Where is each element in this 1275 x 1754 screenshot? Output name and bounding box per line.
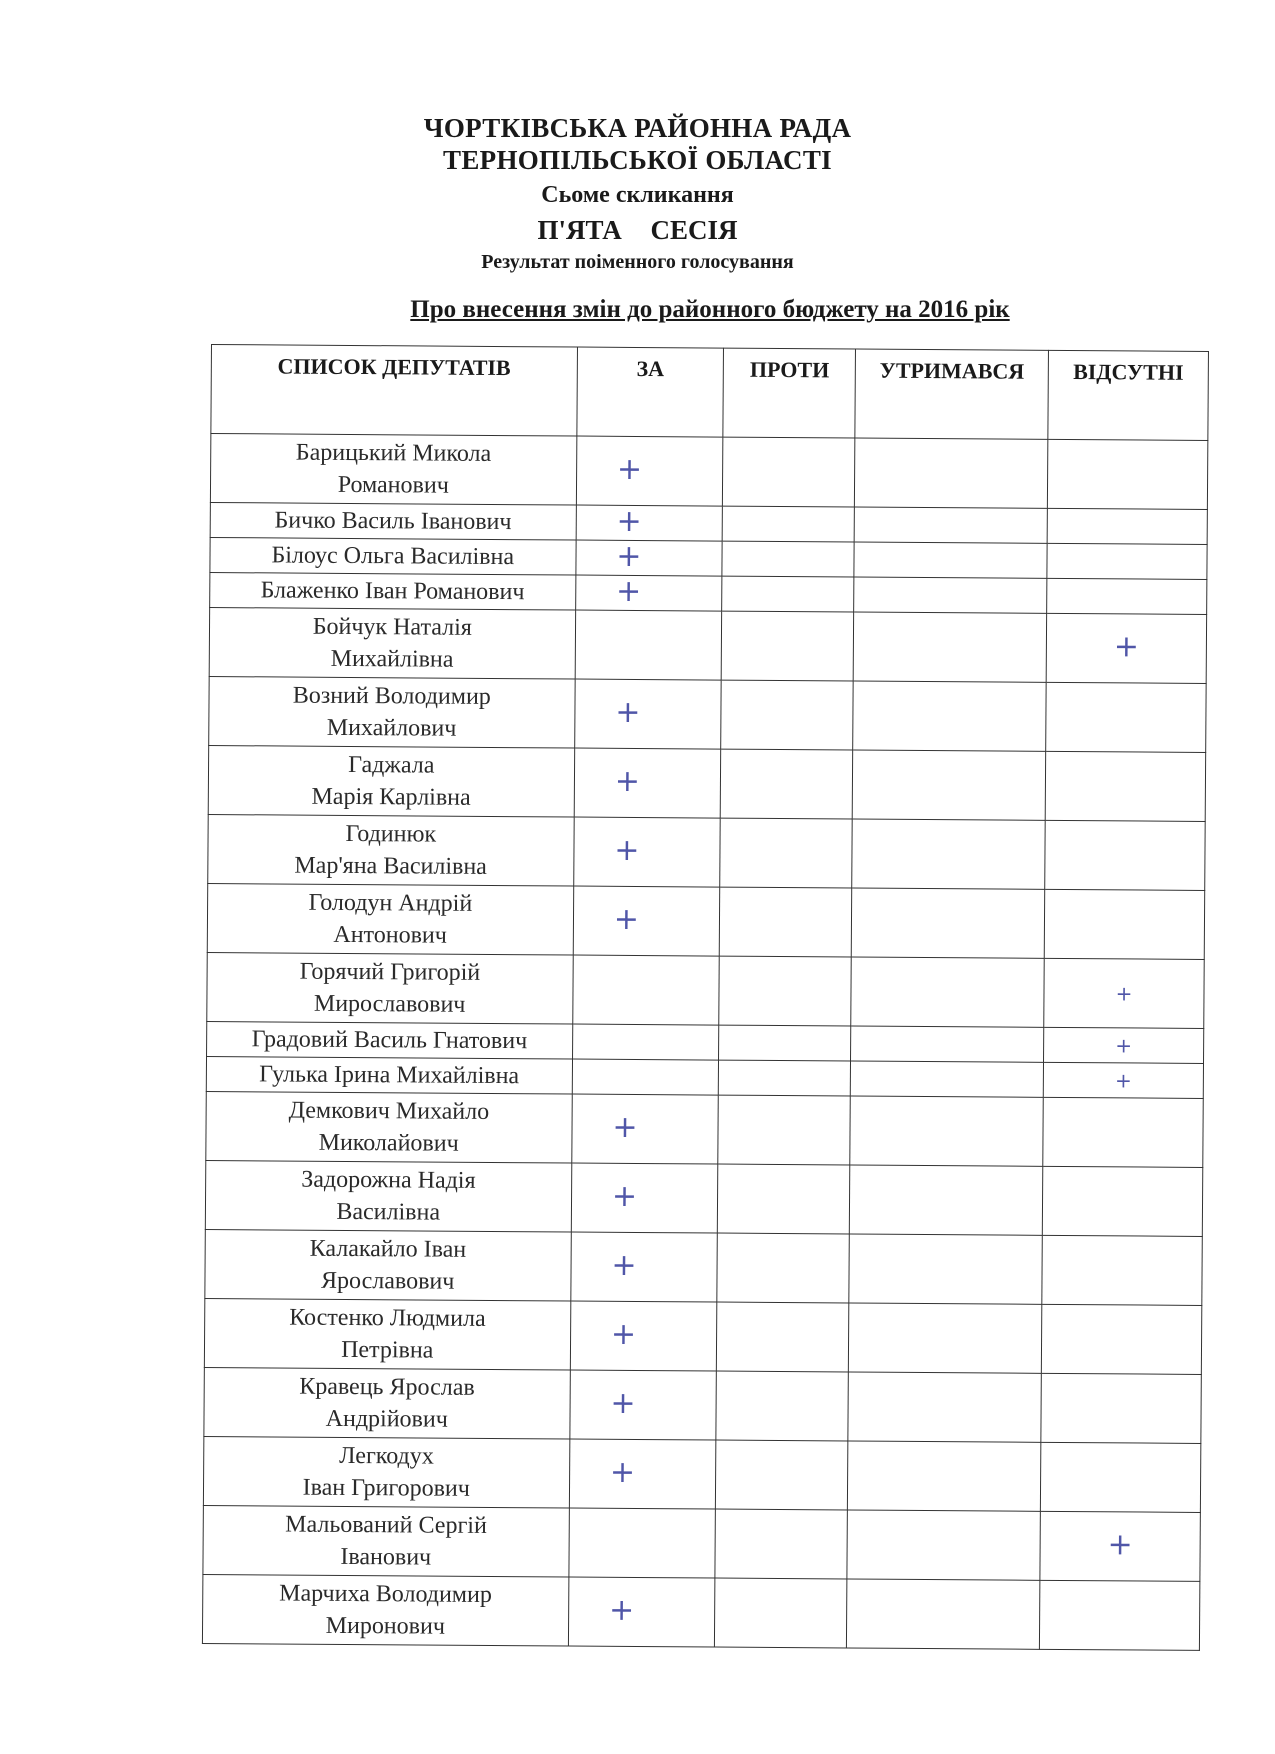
handwritten-plus-mark: + bbox=[1115, 981, 1133, 1006]
vote-cell-utr bbox=[849, 1234, 1042, 1304]
vote-cell-vids bbox=[1039, 1580, 1199, 1650]
handwritten-plus-mark: + bbox=[611, 1178, 638, 1214]
vote-cell-za bbox=[574, 679, 721, 749]
vote-cell-vids bbox=[1047, 578, 1207, 614]
deputy-name: Градовий Василь Гнатович bbox=[207, 1021, 573, 1059]
vote-cell-proty bbox=[720, 887, 852, 957]
vote-cell-vids bbox=[1041, 1304, 1201, 1374]
deputy-name: Барицький Микола Романович bbox=[210, 434, 576, 506]
deputy-name: Годинюк Мар'яна Василівна bbox=[208, 814, 574, 886]
table-row bbox=[210, 434, 1207, 510]
vote-cell-proty bbox=[722, 506, 854, 542]
deputy-name: Легкодух Іван Григорович bbox=[203, 1436, 569, 1508]
handwritten-plus-mark: + bbox=[1115, 1033, 1133, 1058]
table-row bbox=[203, 1505, 1200, 1581]
vote-cell-utr bbox=[855, 438, 1048, 508]
vote-cell-vids bbox=[1044, 958, 1204, 1028]
vote-cell-utr bbox=[851, 1026, 1044, 1062]
vote-cell-vids bbox=[1043, 1062, 1203, 1098]
col-header-against: ПРОТИ bbox=[723, 348, 856, 438]
vote-cell-proty bbox=[720, 818, 852, 888]
vote-cell-proty bbox=[717, 1233, 849, 1303]
vote-cell-za bbox=[571, 1094, 718, 1164]
vote-cell-vids bbox=[1044, 1027, 1204, 1063]
table-row bbox=[207, 883, 1204, 959]
deputy-name: Возний Володимир Михайлович bbox=[209, 676, 575, 748]
vote-cell-proty bbox=[721, 611, 853, 681]
vote-cell-vids bbox=[1044, 889, 1204, 959]
vote-cell-za bbox=[575, 540, 722, 576]
vote-cell-za bbox=[572, 1059, 719, 1095]
handwritten-plus-mark: + bbox=[616, 538, 642, 575]
vote-cell-vids bbox=[1045, 820, 1205, 890]
vote-cell-vids bbox=[1042, 1166, 1202, 1236]
vote-cell-proty bbox=[718, 1164, 850, 1234]
council-name: ЧОРТКІВСЬКА РАЙОННА РАДА bbox=[423, 113, 852, 143]
vote-cell-za bbox=[570, 1301, 717, 1371]
deputy-name: Задорожна Надія Василівна bbox=[205, 1160, 571, 1232]
vote-cell-utr bbox=[847, 1579, 1040, 1649]
deputy-name: Калакайло Іван Ярославович bbox=[205, 1229, 571, 1301]
vote-cell-utr bbox=[851, 957, 1044, 1027]
vote-cell-za bbox=[576, 436, 723, 506]
deputy-name: Марчиха Володимир Миронович bbox=[202, 1574, 568, 1646]
deputy-name: Білоус Ольга Василівна bbox=[210, 537, 576, 575]
convocation: Сьоме скликання bbox=[541, 181, 734, 208]
vote-cell-utr bbox=[850, 1096, 1043, 1166]
table-row bbox=[207, 952, 1204, 1028]
vote-cell-za bbox=[569, 1439, 716, 1509]
deputy-name: Горячий Григорій Мирославович bbox=[207, 952, 573, 1024]
vote-cell-vids bbox=[1046, 613, 1206, 683]
vote-cell-za bbox=[571, 1163, 718, 1233]
vote-cell-utr bbox=[850, 1061, 1043, 1097]
vote-cell-utr bbox=[852, 819, 1045, 889]
table-row bbox=[202, 1574, 1199, 1650]
handwritten-plus-mark: + bbox=[1114, 1068, 1132, 1093]
vote-cell-utr bbox=[849, 1303, 1042, 1373]
vote-cell-proty bbox=[723, 437, 855, 507]
handwritten-plus-mark: + bbox=[616, 451, 643, 487]
vote-cell-proty bbox=[722, 541, 854, 577]
vote-cell-proty bbox=[719, 1025, 851, 1061]
handwritten-plus-mark: + bbox=[1107, 1526, 1133, 1562]
vote-cell-vids bbox=[1047, 508, 1207, 544]
handwritten-plus-mark: + bbox=[615, 694, 641, 730]
table-row bbox=[209, 676, 1206, 752]
vote-cell-za bbox=[569, 1370, 716, 1440]
vote-subject: Про внесення змін до районного бюджету на 2016 рік bbox=[410, 296, 1010, 323]
table-row bbox=[209, 607, 1206, 683]
vote-cell-utr bbox=[853, 681, 1046, 751]
vote-cell-utr bbox=[847, 1510, 1040, 1580]
deputy-name: Костенко Людмила Петрівна bbox=[204, 1298, 570, 1370]
vote-cell-vids bbox=[1045, 751, 1205, 821]
vote-cell-za bbox=[575, 575, 722, 611]
deputy-name: Гулька Ірина Михайлівна bbox=[206, 1056, 572, 1094]
handwritten-plus-mark: + bbox=[608, 1592, 635, 1628]
table-row bbox=[205, 1160, 1202, 1236]
handwritten-plus-mark: + bbox=[613, 901, 640, 937]
table-row bbox=[208, 745, 1205, 821]
handwritten-plus-mark: + bbox=[610, 1316, 637, 1352]
vote-cell-vids bbox=[1043, 1097, 1203, 1167]
col-header-abstained: УТРИМАВСЯ bbox=[855, 349, 1049, 439]
vote-cell-vids bbox=[1047, 439, 1207, 509]
handwritten-plus-mark: + bbox=[614, 763, 641, 799]
handwritten-plus-mark: + bbox=[610, 1385, 636, 1421]
handwritten-plus-mark: + bbox=[611, 1247, 637, 1283]
deputy-name: Блаженко Іван Романович bbox=[210, 572, 576, 610]
vote-cell-za bbox=[576, 505, 723, 541]
handwritten-plus-mark: + bbox=[616, 503, 642, 540]
document-header bbox=[0, 112, 1275, 274]
vote-cell-za bbox=[575, 610, 722, 680]
vote-cell-proty bbox=[721, 680, 853, 750]
vote-cell-proty bbox=[715, 1509, 847, 1579]
deputy-name: Мальований Сергій Іванович bbox=[203, 1505, 569, 1577]
vote-cell-vids bbox=[1041, 1373, 1201, 1443]
vote-cell-za bbox=[568, 1577, 715, 1647]
vote-cell-proty bbox=[719, 956, 851, 1026]
vote-cell-utr bbox=[852, 750, 1045, 820]
deputy-name: Бичко Василь Іванович bbox=[210, 502, 576, 540]
handwritten-plus-mark: + bbox=[616, 573, 642, 610]
vote-cell-za bbox=[568, 1508, 715, 1578]
table-row bbox=[206, 1091, 1203, 1167]
vote-cell-utr bbox=[851, 888, 1044, 958]
table-header-row bbox=[211, 345, 1209, 441]
handwritten-plus-mark: + bbox=[1113, 628, 1140, 664]
col-header-deputies: СПИСОК ДЕПУТАТІВ bbox=[211, 345, 577, 437]
handwritten-plus-mark: + bbox=[609, 1454, 636, 1490]
deputy-name: Кравець Ярослав Андрійович bbox=[204, 1367, 570, 1439]
table-row bbox=[203, 1436, 1200, 1512]
table-row bbox=[205, 1229, 1202, 1305]
col-header-absent: ВІДСУТНІ bbox=[1048, 350, 1209, 440]
table-row bbox=[208, 814, 1205, 890]
vote-cell-vids bbox=[1040, 1511, 1200, 1581]
vote-cell-za bbox=[573, 817, 720, 887]
handwritten-plus-mark: + bbox=[614, 832, 640, 868]
vote-cell-proty bbox=[717, 1302, 849, 1372]
vote-cell-vids bbox=[1040, 1442, 1200, 1512]
council-region: ТЕРНОПІЛЬСЬКОЇ ОБЛАСТІ bbox=[443, 145, 832, 176]
vote-cell-proty bbox=[718, 1095, 850, 1165]
result-title: Результат поіменного голосування bbox=[481, 250, 794, 273]
vote-cell-vids bbox=[1046, 682, 1206, 752]
roll-call-table bbox=[202, 344, 1209, 1651]
vote-cell-za bbox=[573, 886, 720, 956]
table-body bbox=[202, 434, 1207, 1651]
handwritten-plus-mark: + bbox=[612, 1109, 638, 1145]
vote-cell-utr bbox=[854, 577, 1047, 613]
deputy-name: Демкович Михайло Миколайович bbox=[206, 1091, 572, 1163]
table-row bbox=[204, 1367, 1201, 1443]
vote-cell-utr bbox=[854, 542, 1047, 578]
deputy-name: Гаджала Марія Карлівна bbox=[208, 745, 574, 817]
vote-cell-za bbox=[572, 955, 719, 1025]
vote-cell-proty bbox=[719, 1060, 851, 1096]
vote-cell-utr bbox=[854, 507, 1047, 543]
vote-cell-vids bbox=[1047, 543, 1207, 579]
vote-cell-proty bbox=[716, 1371, 848, 1441]
vote-cell-utr bbox=[849, 1165, 1042, 1235]
col-header-for: ЗА bbox=[576, 347, 723, 437]
session-title: П'ЯТА СЕСІЯ bbox=[537, 214, 738, 245]
vote-cell-utr bbox=[853, 612, 1046, 682]
vote-cell-utr bbox=[848, 1441, 1041, 1511]
vote-cell-vids bbox=[1042, 1235, 1202, 1305]
deputy-name: Бойчук Наталія Михайлівна bbox=[209, 607, 575, 679]
vote-cell-proty bbox=[720, 749, 852, 819]
deputy-name: Голодун Андрій Антонович bbox=[207, 883, 573, 955]
vote-cell-proty bbox=[715, 1578, 847, 1648]
vote-cell-proty bbox=[716, 1440, 848, 1510]
vote-cell-za bbox=[574, 748, 721, 818]
vote-cell-za bbox=[572, 1024, 719, 1060]
vote-cell-utr bbox=[848, 1372, 1041, 1442]
vote-cell-za bbox=[570, 1232, 717, 1302]
vote-cell-proty bbox=[722, 576, 854, 612]
table-row bbox=[204, 1298, 1201, 1374]
